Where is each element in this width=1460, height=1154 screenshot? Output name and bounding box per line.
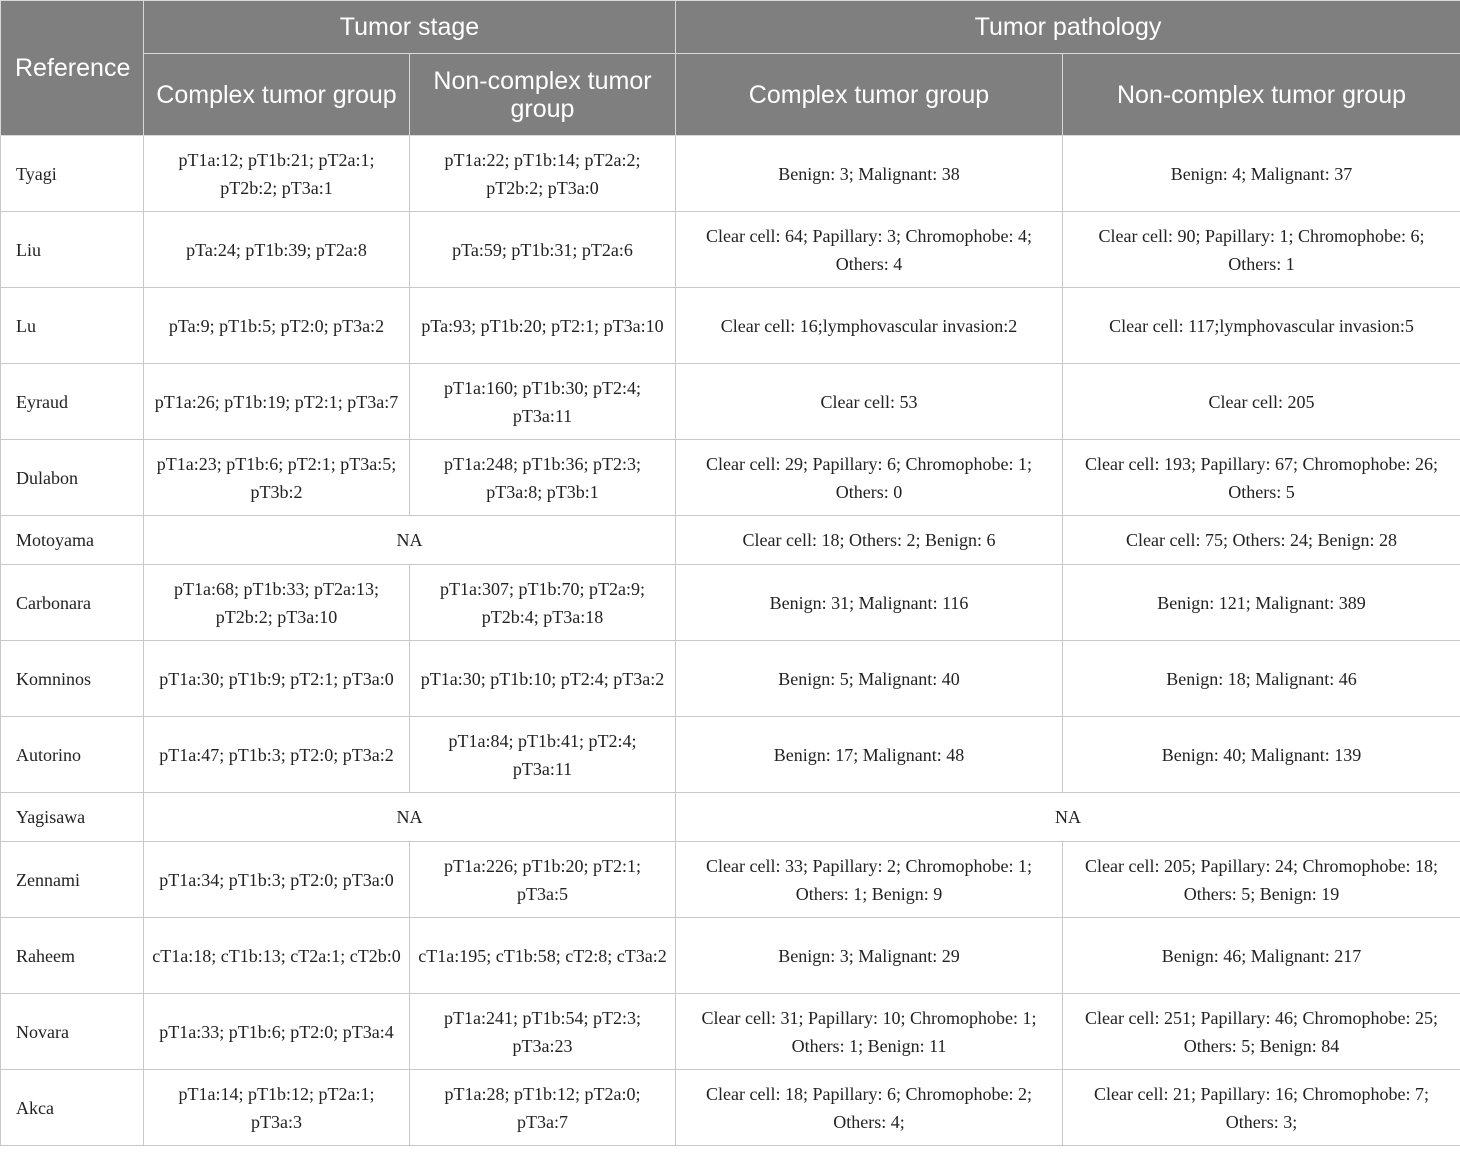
table-row (1, 641, 1460, 717)
stage-complex-cell: pTa:24; pT1b:39; pT2a:8 (144, 212, 410, 288)
table-row (1, 994, 1460, 1070)
pathology-noncomplex-cell: Clear cell: 21; Papillary: 16; Chromophobe: 7; Others: 3; (1063, 1070, 1460, 1146)
tumor-pathology-header: Tumor pathology (676, 1, 1460, 54)
pathology-noncomplex-cell: Clear cell: 251; Papillary: 46; Chromophobe: 25; Others: 5; Benign: 84 (1063, 994, 1460, 1070)
stage-noncomplex-header: Non-complex tumor group (410, 54, 676, 136)
table-row (1, 842, 1460, 918)
reference-cell: Yagisawa (1, 793, 144, 842)
stage-noncomplex-cell: pT1a:160; pT1b:30; pT2:4; pT3a:11 (410, 364, 676, 440)
pathology-complex-cell: Clear cell: 18; Papillary: 6; Chromophobe: 2; Others: 4; (676, 1070, 1063, 1146)
pathology-noncomplex-cell: Clear cell: 205; Papillary: 24; Chromophobe: 18; Others: 5; Benign: 19 (1063, 842, 1460, 918)
reference-cell: Dulabon (1, 440, 144, 516)
table-row (1, 565, 1460, 641)
pathology-noncomplex-cell: Clear cell: 193; Papillary: 67; Chromophobe: 26; Others: 5 (1063, 440, 1460, 516)
pathology-noncomplex-cell: Clear cell: 117;lymphovascular invasion:5 (1063, 288, 1460, 364)
table-row (1, 440, 1460, 516)
pathology-noncomplex-cell: Benign: 18; Malignant: 46 (1063, 641, 1460, 717)
reference-cell: Raheem (1, 918, 144, 994)
reference-cell: Akca (1, 1070, 144, 1146)
pathology-noncomplex-cell: Benign: 46; Malignant: 217 (1063, 918, 1460, 994)
pathology-complex-cell: Benign: 3; Malignant: 38 (676, 136, 1063, 212)
pathology-complex-cell: Benign: 3; Malignant: 29 (676, 918, 1063, 994)
tumor-stage-header: Tumor stage (144, 1, 676, 54)
reference-cell: Zennami (1, 842, 144, 918)
stage-noncomplex-cell: pT1a:30; pT1b:10; pT2:4; pT3a:2 (410, 641, 676, 717)
reference-cell: Liu (1, 212, 144, 288)
table-row (1, 136, 1460, 212)
stage-complex-cell: pT1a:68; pT1b:33; pT2a:13; pT2b:2; pT3a:10 (144, 565, 410, 641)
stage-complex-header: Complex tumor group (144, 54, 410, 136)
reference-cell: Novara (1, 994, 144, 1070)
pathology-complex-header: Complex tumor group (676, 54, 1063, 136)
stage-complex-cell: pT1a:30; pT1b:9; pT2:1; pT3a:0 (144, 641, 410, 717)
stage-noncomplex-cell: pT1a:248; pT1b:36; pT2:3; pT3a:8; pT3b:1 (410, 440, 676, 516)
stage-na-cell: NA (144, 516, 676, 565)
pathology-complex-cell: Clear cell: 18; Others: 2; Benign: 6 (676, 516, 1063, 565)
stage-noncomplex-cell: pT1a:22; pT1b:14; pT2a:2; pT2b:2; pT3a:0 (410, 136, 676, 212)
stage-complex-cell: pT1a:14; pT1b:12; pT2a:1; pT3a:3 (144, 1070, 410, 1146)
stage-complex-cell: pT1a:34; pT1b:3; pT2:0; pT3a:0 (144, 842, 410, 918)
pathology-na-cell: NA (676, 793, 1460, 842)
reference-header: Reference (1, 1, 144, 136)
table-row (1, 717, 1460, 793)
table-row (1, 793, 1460, 842)
pathology-complex-cell: Clear cell: 33; Papillary: 2; Chromophobe: 1; Others: 1; Benign: 9 (676, 842, 1063, 918)
stage-complex-cell: pT1a:23; pT1b:6; pT2:1; pT3a:5; pT3b:2 (144, 440, 410, 516)
table-row (1, 516, 1460, 565)
pathology-complex-cell: Clear cell: 31; Papillary: 10; Chromophobe: 1; Others: 1; Benign: 11 (676, 994, 1063, 1070)
stage-noncomplex-cell: pTa:93; pT1b:20; pT2:1; pT3a:10 (410, 288, 676, 364)
pathology-complex-cell: Benign: 17; Malignant: 48 (676, 717, 1063, 793)
reference-cell: Autorino (1, 717, 144, 793)
pathology-noncomplex-cell: Benign: 4; Malignant: 37 (1063, 136, 1460, 212)
stage-noncomplex-cell: pT1a:241; pT1b:54; pT2:3; pT3a:23 (410, 994, 676, 1070)
table-row (1, 1070, 1460, 1146)
header-row-2 (1, 54, 1460, 136)
stage-na-cell: NA (144, 793, 676, 842)
stage-complex-cell: pT1a:12; pT1b:21; pT2a:1; pT2b:2; pT3a:1 (144, 136, 410, 212)
stage-noncomplex-cell: pT1a:84; pT1b:41; pT2:4; pT3a:11 (410, 717, 676, 793)
stage-complex-cell: cT1a:18; cT1b:13; cT2a:1; cT2b:0 (144, 918, 410, 994)
pathology-noncomplex-header: Non-complex tumor group (1063, 54, 1460, 136)
pathology-noncomplex-cell: Benign: 40; Malignant: 139 (1063, 717, 1460, 793)
reference-cell: Komninos (1, 641, 144, 717)
pathology-noncomplex-cell: Clear cell: 205 (1063, 364, 1460, 440)
reference-cell: Tyagi (1, 136, 144, 212)
reference-cell: Motoyama (1, 516, 144, 565)
stage-complex-cell: pT1a:47; pT1b:3; pT2:0; pT3a:2 (144, 717, 410, 793)
pathology-complex-cell: Clear cell: 29; Papillary: 6; Chromophobe: 1; Others: 0 (676, 440, 1063, 516)
reference-cell: Lu (1, 288, 144, 364)
pathology-noncomplex-cell: Clear cell: 75; Others: 24; Benign: 28 (1063, 516, 1460, 565)
table-row (1, 212, 1460, 288)
stage-noncomplex-cell: pT1a:28; pT1b:12; pT2a:0; pT3a:7 (410, 1070, 676, 1146)
stage-noncomplex-cell: pTa:59; pT1b:31; pT2a:6 (410, 212, 676, 288)
pathology-noncomplex-cell: Clear cell: 90; Papillary: 1; Chromophobe: 6; Others: 1 (1063, 212, 1460, 288)
table-row (1, 364, 1460, 440)
stage-complex-cell: pT1a:26; pT1b:19; pT2:1; pT3a:7 (144, 364, 410, 440)
pathology-noncomplex-cell: Benign: 121; Malignant: 389 (1063, 565, 1460, 641)
reference-cell: Eyraud (1, 364, 144, 440)
stage-complex-cell: pTa:9; pT1b:5; pT2:0; pT3a:2 (144, 288, 410, 364)
table-row (1, 918, 1460, 994)
stage-noncomplex-cell: cT1a:195; cT1b:58; cT2:8; cT3a:2 (410, 918, 676, 994)
pathology-complex-cell: Clear cell: 53 (676, 364, 1063, 440)
pathology-complex-cell: Benign: 31; Malignant: 116 (676, 565, 1063, 641)
stage-noncomplex-cell: pT1a:307; pT1b:70; pT2a:9; pT2b:4; pT3a:18 (410, 565, 676, 641)
stage-complex-cell: pT1a:33; pT1b:6; pT2:0; pT3a:4 (144, 994, 410, 1070)
stage-noncomplex-cell: pT1a:226; pT1b:20; pT2:1; pT3a:5 (410, 842, 676, 918)
reference-cell: Carbonara (1, 565, 144, 641)
table-row (1, 288, 1460, 364)
pathology-complex-cell: Clear cell: 16;lymphovascular invasion:2 (676, 288, 1063, 364)
pathology-complex-cell: Benign: 5; Malignant: 40 (676, 641, 1063, 717)
pathology-complex-cell: Clear cell: 64; Papillary: 3; Chromophobe: 4; Others: 4 (676, 212, 1063, 288)
header-row-1 (1, 1, 1460, 54)
